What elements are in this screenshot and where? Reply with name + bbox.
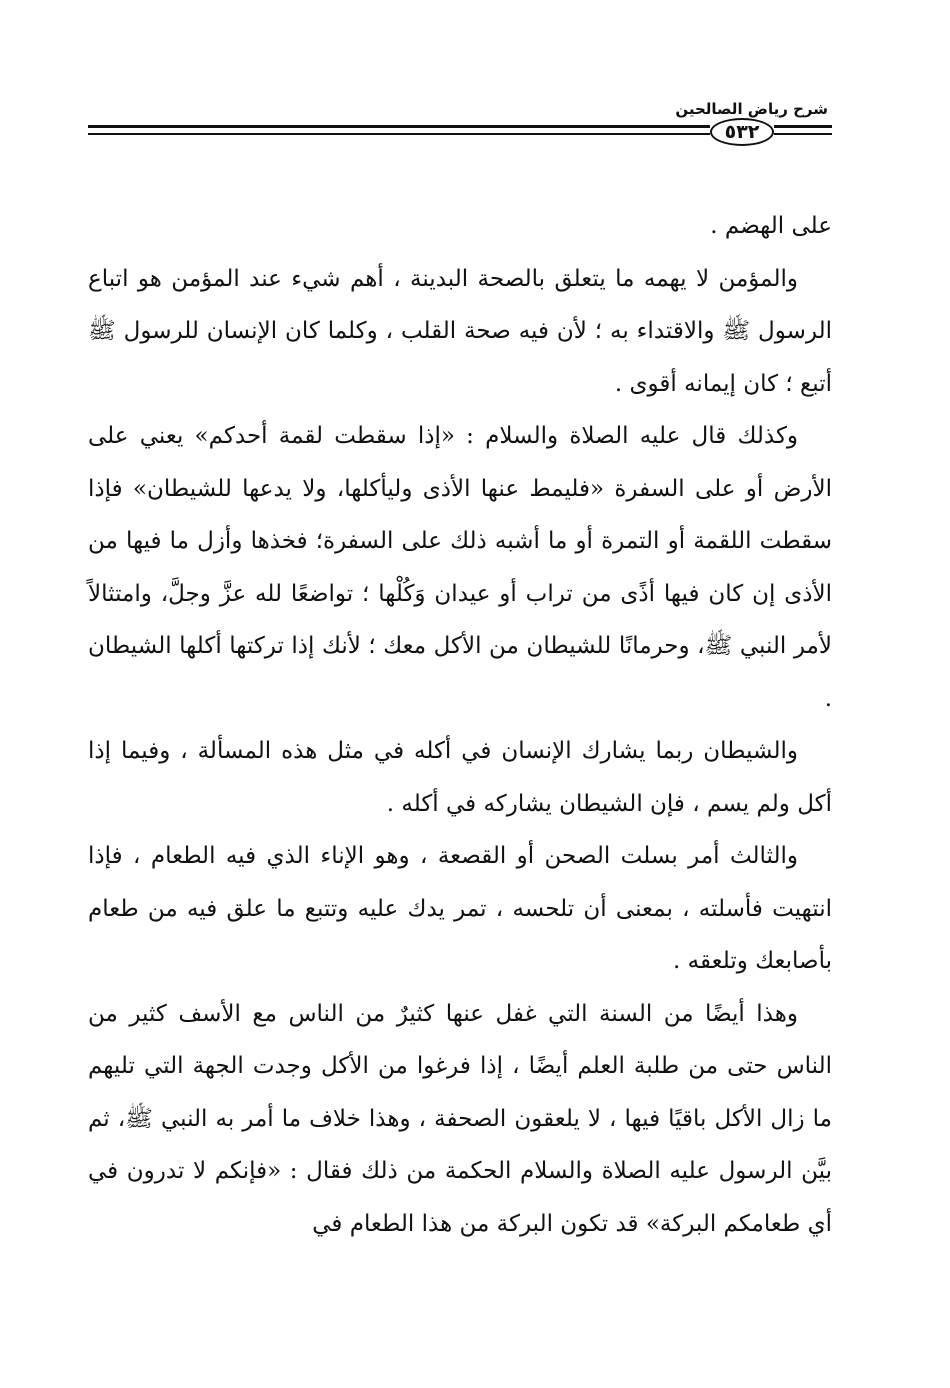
header-rule-right-top xyxy=(774,125,832,128)
header-rule-left-bottom xyxy=(88,133,710,135)
page-body xyxy=(88,200,832,1250)
paragraph: والشيطان ربما يشارك الإنسان في أكله في مثل هذه المسألة ، وفيما إذا أكل ولم يسم ، فإن الشيطان يشاركه في أكله . xyxy=(88,738,832,817)
page-number: ٥٣٢ xyxy=(710,118,774,146)
header-rule-right-bottom xyxy=(774,133,832,135)
paragraph: على الهضم . xyxy=(710,213,832,239)
paragraph: وكذلك قال عليه الصلاة والسلام : «إذا سقطت لقمة أحدكم» يعني على الأرض أو على السفرة «فليمط عنها الأذى وليأكلها، ولا يدعها للشيطان» فإذا سقطت اللقمة أو التمرة أو ما أشبه ذلك على السفرة؛ فخذها وأزل ما فيها من الأذى إن كان فيها أذًى من تراب أو عيدان وَكُلْها ؛ تواضعًا لله عزَّ وجلَّ، وامتثالاً لأمر النبي ﷺ، وحرمانًا للشيطان من الأكل معك ؛ لأنك إذا تركتها أكلها الشيطان . xyxy=(88,423,832,712)
page-header xyxy=(88,100,832,160)
header-rule-left-top xyxy=(88,125,710,128)
book-title: شرح رياض الصالحين xyxy=(675,100,828,118)
paragraph: والمؤمن لا يهمه ما يتعلق بالصحة البدينة ، أهم شيء عند المؤمن هو اتباع الرسول ﷺ والاقتداء به ؛ لأن فيه صحة القلب ، وكلما كان الإنسان للرسول ﷺ أتبع ؛ كان إيمانه أقوى . xyxy=(88,265,832,397)
paragraph: والثالث أمر بسلت الصحن أو القصعة ، وهو الإناء الذي فيه الطعام ، فإذا انتهيت فأسلته ، بمعنى أن تلحسه ، تمر يدك عليه وتتبع ما علق فيه من طعام بأصابعك وتلعقه . xyxy=(88,843,832,974)
paragraph: وهذا أيضًا من السنة التي غفل عنها كثيرٌ من الناس مع الأسف كثير من الناس حتى من طلبة العلم أيضًا ، إذا فرغوا من الأكل وجدت الجهة التي تليهم ما زال الأكل باقيًا فيها ، لا يلعقون الصحفة ، وهذا خلاف ما أمر به النبي ﷺ، ثم بيَّن الرسول عليه الصلاة والسلام الحكمة من ذلك فقال : «فإنكم لا تدرون في أي طعامكم البركة» قد تكون البركة من هذا الطعام في xyxy=(88,1000,832,1237)
